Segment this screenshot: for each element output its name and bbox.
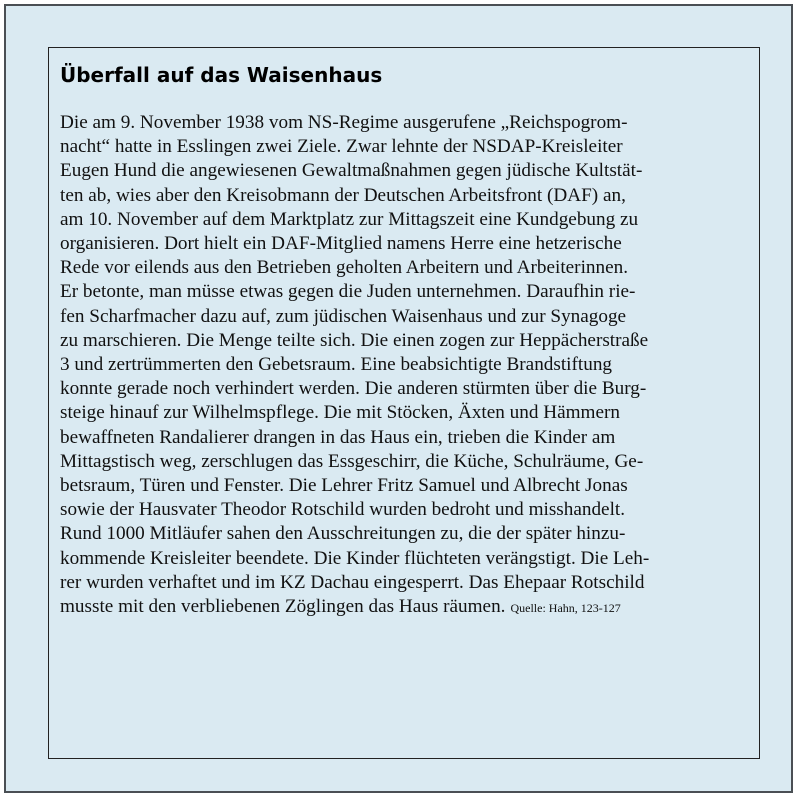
text-line: Er betonte, man müsse etwas gegen die Juden unternehmen. Daraufhin rie- (60, 281, 636, 303)
text-line: Die am 9. November 1938 vom NS-Regime ausgerufene „Reichspogrom- (60, 112, 628, 133)
text-line: Rede vor eilends aus den Betrieben geholten Arbeitern und Arbeiterinnen. (60, 257, 628, 279)
source-citation: Quelle: Hahn, 123-127 (510, 601, 621, 616)
text-box (48, 47, 760, 759)
text-line: Rund 1000 Mitläufer sahen den Ausschreitungen zu, die der später hinzu- (60, 523, 626, 545)
text-line: konnte gerade noch verhindert werden. Die anderen stürmten über die Burg- (60, 378, 647, 400)
text-line: Mittagstisch weg, zerschlugen das Essgeschirr, die Küche, Schulräume, Ge- (60, 450, 644, 472)
last-text-line (60, 595, 760, 620)
text-line: sowie der Hausvater Theodor Rotschild wurden bedroht und misshandelt. (60, 499, 626, 521)
text-line: kommende Kreisleiter beendete. Die Kinder flüchteten verängstigt. Die Leh- (60, 547, 650, 569)
text-line: betsraum, Türen und Fenster. Die Lehrer Fritz Samuel und Albrecht Jonas (60, 475, 628, 497)
text-line: fen Scharfmacher dazu auf, zum jüdischen Waisenhaus und zur Synagoge (60, 305, 627, 327)
page-panel (4, 4, 793, 793)
text-line: nacht“ hatte in Esslingen zwei Ziele. Zwar lehnte der NSDAP-Kreisleiter (60, 136, 623, 158)
text-line: zu marschieren. Die Menge teilte sich. Die einen zogen zur Heppächerstraße (60, 329, 649, 351)
text-line: am 10. November auf dem Marktplatz zur Mittagszeit eine Kundgebung zu (60, 208, 639, 230)
text-line: musste mit den verbliebenen Zöglingen das Haus räumen. (60, 596, 506, 618)
text-line: bewaffneten Randalierer drangen in das Haus ein, trieben die Kinder am (60, 426, 616, 448)
document-title: Überfall auf das Waisenhaus (60, 63, 383, 87)
text-line: organisieren. Dort hielt ein DAF-Mitglied namens Herre eine hetzerische (60, 233, 622, 255)
text-line: rer wurden verhaftet und im KZ Dachau eingesperrt. Das Ehepaar Rotschild (60, 571, 645, 593)
body-text (60, 111, 760, 620)
text-line: steige hinauf zur Wilhelmspflege. Die mit Stöcken, Äxten und Hämmern (60, 402, 620, 424)
text-line: ten ab, wies aber den Kreisobmann der Deutschen Arbeitsfront (DAF) an, (60, 184, 626, 206)
text-line: Eugen Hund die angewiesenen Gewaltmaßnahmen gegen jüdische Kultstät- (60, 160, 643, 182)
text-line: 3 und zertrümmerten den Gebetsraum. Eine beabsichtigte Brandstiftung (60, 354, 613, 376)
